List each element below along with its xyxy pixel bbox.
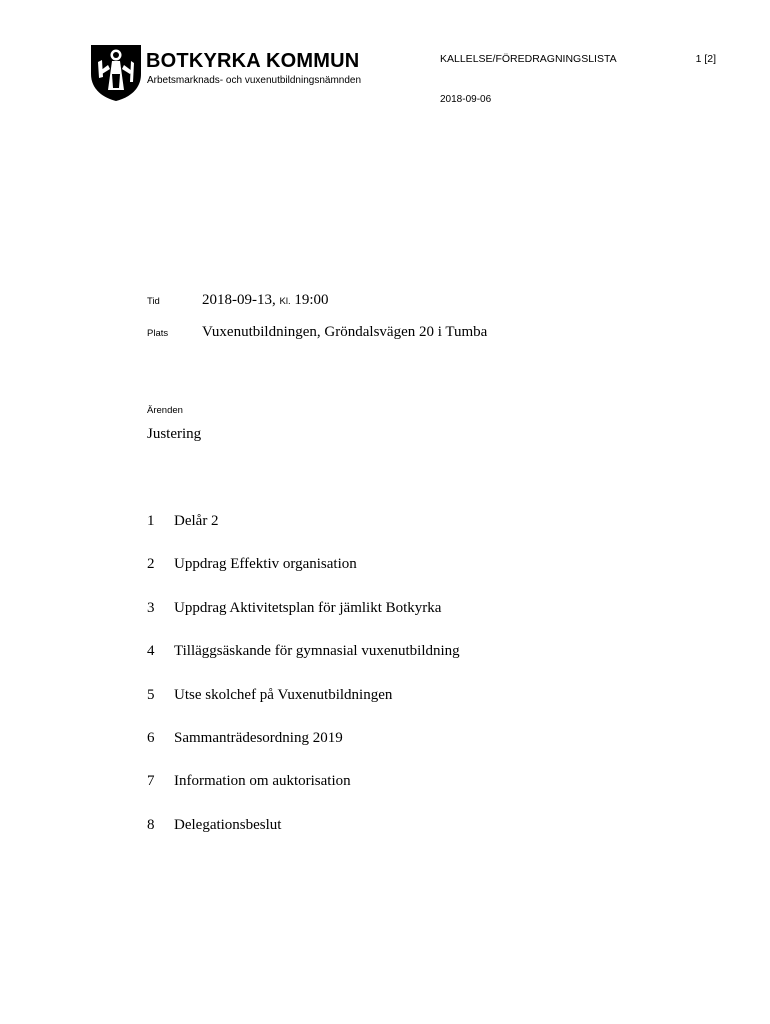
agenda-item (147, 599, 460, 642)
agenda-item-number: 2 (147, 556, 155, 573)
place-value: Vuxenutbildningen, Gröndalsvägen 20 i Tumba (202, 324, 488, 340)
agenda-item-number: 3 (147, 599, 155, 616)
time-value (202, 291, 329, 311)
agenda-item (147, 772, 460, 815)
department-name: Arbetsmarknads- och vuxenutbildningsnämnden (147, 75, 362, 86)
agenda-item (147, 686, 460, 729)
agenda-item-number: 8 (147, 816, 155, 833)
agenda-item-number: 5 (147, 686, 155, 703)
agenda-item-title: Delegationsbeslut (174, 816, 282, 833)
adjustment-heading: Justering (147, 426, 202, 442)
meeting-date: 2018-09-13, (202, 292, 276, 308)
agenda-item-title: Delår 2 (174, 513, 219, 529)
agenda-item-number: 4 (147, 643, 155, 660)
meeting-hour: 19:00 (294, 292, 329, 308)
agenda-item-number: 6 (147, 729, 155, 746)
agenda-item-title: Uppdrag Aktivitetsplan för jämlikt Botkyrka (174, 599, 442, 616)
botkyrka-coat-of-arms-icon (90, 44, 142, 102)
agenda-item (147, 512, 460, 555)
agenda-label: Ärenden (147, 405, 183, 416)
page-number: 1 [2] (695, 53, 716, 65)
place-label: Plats (147, 328, 169, 339)
agenda-item-title: Utse skolchef på Vuxenutbildningen (174, 686, 393, 703)
kl-label: Kl. (279, 296, 291, 307)
agenda-item (147, 642, 460, 685)
document-type: KALLELSE/FÖREDRAGNINGSLISTA (440, 53, 617, 65)
agenda-item (147, 729, 460, 772)
organization-name: BOTKYRKA KOMMUN (146, 50, 360, 72)
agenda-item-number: 7 (147, 773, 155, 790)
agenda-list (147, 512, 460, 859)
agenda-item-title: Uppdrag Effektiv organisation (174, 556, 357, 573)
agenda-item (147, 555, 460, 598)
document-date: 2018-09-06 (440, 94, 492, 105)
agenda-item (147, 816, 460, 859)
agenda-item-title: Tilläggsäskande för gymnasial vuxenutbildning (174, 643, 460, 660)
time-label: Tid (147, 296, 160, 307)
agenda-item-number: 1 (147, 513, 155, 529)
agenda-item-title: Sammanträdesordning 2019 (174, 729, 343, 746)
agenda-item-title: Information om auktorisation (174, 773, 351, 790)
